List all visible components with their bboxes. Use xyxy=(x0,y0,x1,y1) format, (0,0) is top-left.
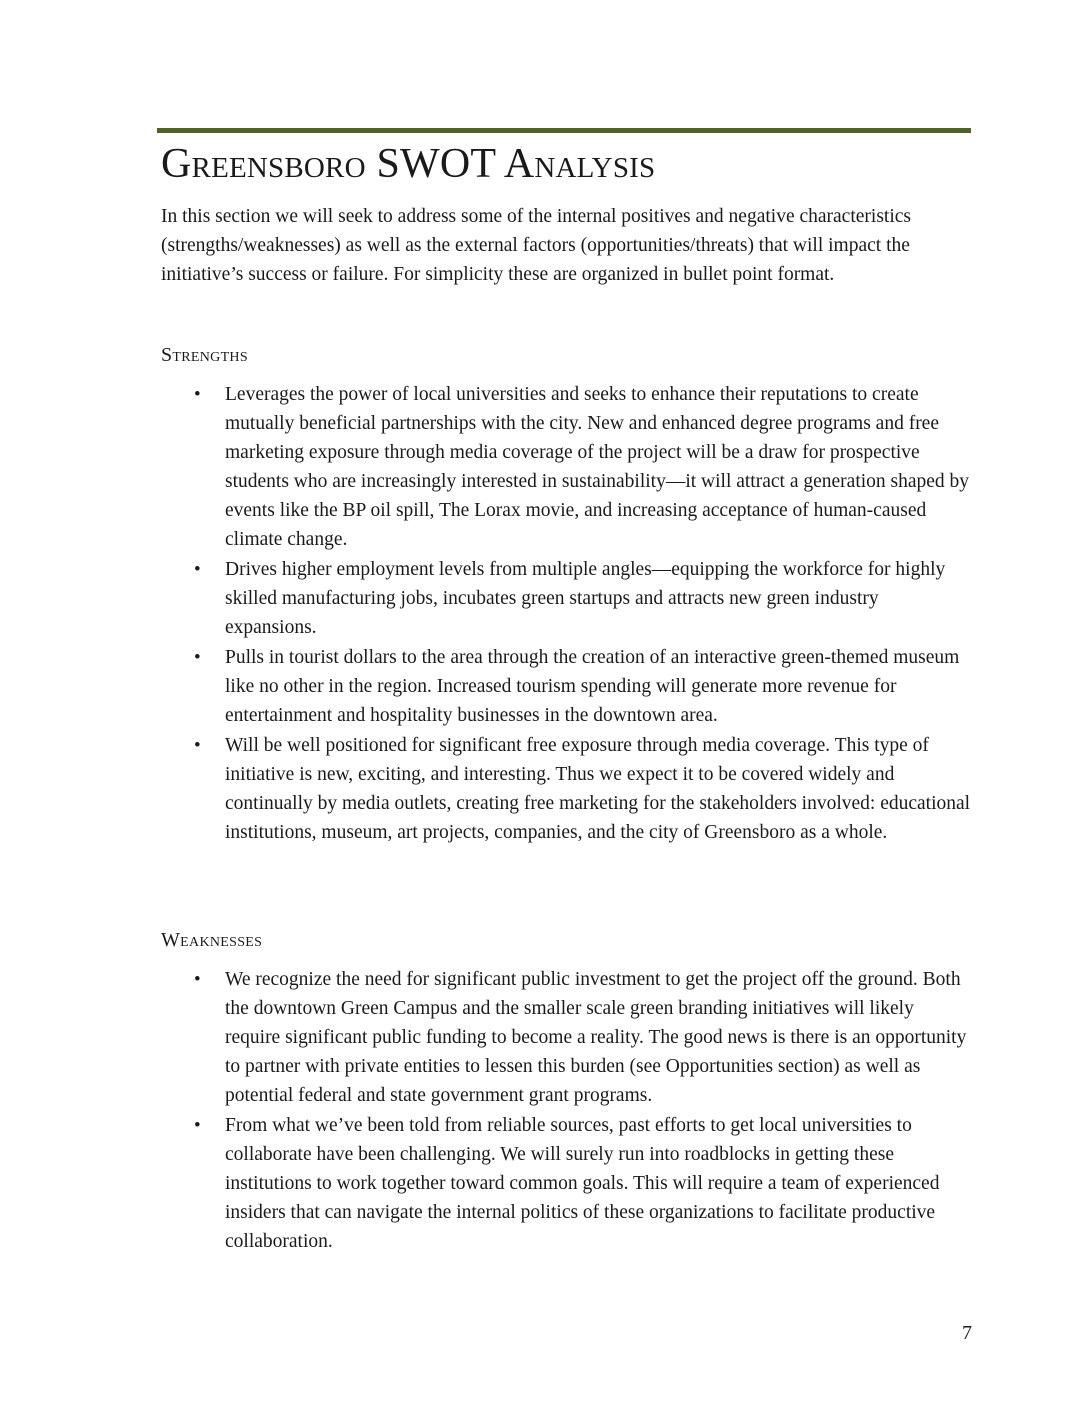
list-item xyxy=(161,380,973,554)
bullet-icon: • xyxy=(194,1115,201,1136)
list-item-text: Drives higher employment levels from multiple angles—equipping the workforce for highly skilled manufacturing jobs, incubates green startups and attracts new green industry expansions. xyxy=(225,559,946,638)
list-item xyxy=(161,555,973,642)
weaknesses-list xyxy=(161,965,973,1257)
page-number: 7 xyxy=(962,1322,972,1344)
bullet-icon: • xyxy=(194,735,201,756)
weaknesses-heading: Weaknesses xyxy=(161,929,263,951)
list-item-text: Pulls in tourist dollars to the area through the creation of an interactive green-themed museum like no other in the region. Increased tourism spending will generate more revenue for entertainment and hospitality businesses in the downtown area. xyxy=(225,647,960,726)
bullet-icon: • xyxy=(194,647,201,668)
bullet-icon: • xyxy=(194,969,201,990)
list-item xyxy=(161,731,973,847)
list-item-text: Leverages the power of local universities and seeks to enhance their reputations to create mutually beneficial partnerships with the city. New and enhanced degree programs and free marketing exposure through media coverage of the project will be a draw for prospective students who are increasingly interested in sustainability—it will attract a generation shaped by events like the BP oil spill, The Lorax movie, and increasing acceptance of human-caused climate change. xyxy=(225,384,970,550)
list-item xyxy=(161,643,973,730)
bullet-icon: • xyxy=(194,384,201,405)
page-title: Greensboro SWOT Analysis xyxy=(161,141,656,187)
list-item-text: From what we’ve been told from reliable sources, past efforts to get local universities to collaborate have been challenging. We will surely run into roadblocks in getting these institutions to work together toward common goals. This will require a team of experienced insiders that can navigate the internal politics of these organizations to facilitate productive collaboration. xyxy=(225,1115,940,1252)
title-rule xyxy=(157,128,971,133)
intro-paragraph: In this section we will seek to address some of the internal positives and negative characteristics (strengths/weaknesses) as well as the external factors (opportunities/threats) that will impact the initiative’s success or failure. For simplicity these are organized in bullet point format. xyxy=(161,206,911,285)
list-item-text: We recognize the need for significant public investment to get the project off the ground. Both the downtown Green Campus and the smaller scale green branding initiatives will likely require significant public funding to become a reality. The good news is there is an opportunity to partner with private entities to lessen this burden (see Opportunities section) as well as potential federal and state government grant programs. xyxy=(225,969,967,1106)
strengths-heading: Strengths xyxy=(161,344,248,366)
bullet-icon: • xyxy=(194,559,201,580)
list-item-text: Will be well positioned for significant free exposure through media coverage. This type of initiative is new, exciting, and interesting. Thus we expect it to be covered widely and continually by media outlets, creating free marketing for the stakeholders involved: educational institutions, museum, art projects, companies, and the city of Greensboro as a whole. xyxy=(225,735,971,843)
list-item xyxy=(161,1111,973,1256)
strengths-list xyxy=(161,380,973,848)
list-item xyxy=(161,965,973,1110)
